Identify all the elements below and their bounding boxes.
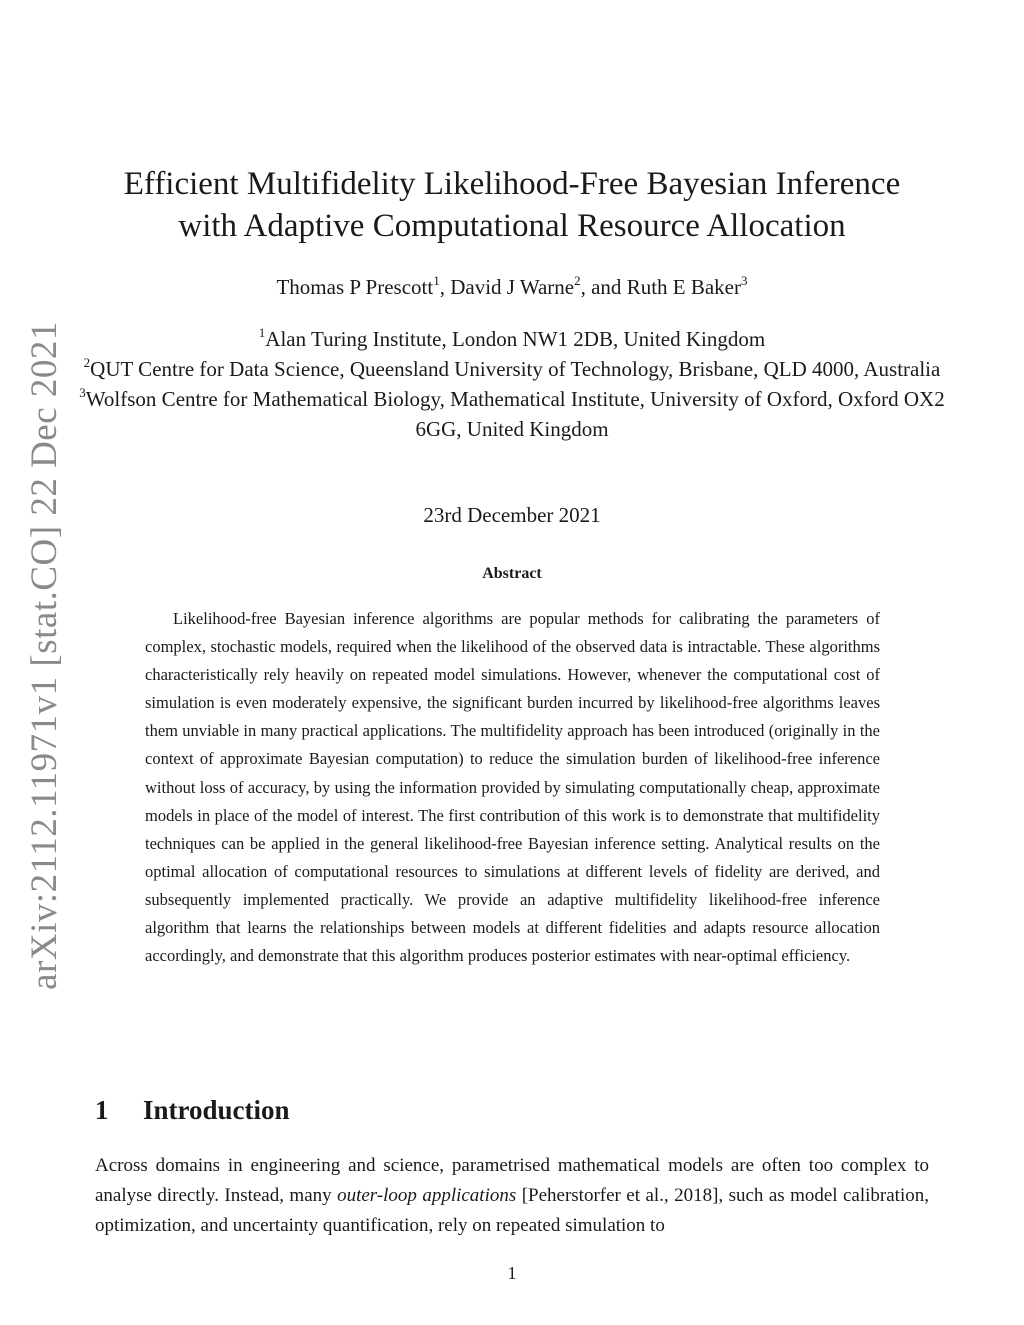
intro-text-end: , such as model calibration, optimization, and uncertainty quantification, rely on repeated simulation to [95, 1184, 929, 1236]
affiliation-mark: 3 [79, 384, 86, 400]
introduction-paragraph [95, 1151, 929, 1240]
affiliation [60, 324, 964, 354]
affiliation-mark: 2 [83, 354, 91, 370]
citation-link[interactable]: [Peherstorfer et al., 2018] [521, 1184, 719, 1206]
affiliation-text: Alan Turing Institute, London NW1 2DB, United Kingdom [265, 327, 766, 351]
author-name: David J Warne [450, 275, 575, 299]
title-line-2: with Adaptive Computational Resource Allocation [178, 208, 846, 244]
affiliation [60, 384, 964, 444]
abstract-heading: Abstract [482, 565, 542, 582]
page-number: 1 [507, 1263, 517, 1283]
author-name: Thomas P Prescott [276, 275, 434, 299]
affiliation-mark: 1 [258, 324, 266, 340]
title-line-1: Efficient Multifidelity Likelihood-Free Bayesian Inference [123, 166, 901, 202]
publication-date: 23rd December 2021 [423, 503, 601, 527]
section-number: 1 [95, 1095, 109, 1125]
arxiv-identifier-text: arXiv:2112.11971v1 [stat.CO] 22 Dec 2021 [23, 320, 65, 990]
intro-text-start: Across domains in engineering and science, parametrised mathematical models are often too complex to analyse directly. Instead, many [95, 1155, 929, 1206]
section-title: Introduction [143, 1095, 290, 1125]
affiliation-list [60, 324, 964, 444]
affiliation [60, 354, 964, 384]
author-affiliation-mark: 1 [433, 272, 440, 288]
section-heading-introduction [95, 1092, 290, 1128]
author-separator: , and [580, 275, 627, 299]
intro-emphasis: outer-loop applications [337, 1184, 517, 1206]
author-separator: , [439, 275, 451, 299]
author-affiliation-mark: 2 [574, 272, 581, 288]
affiliation-text: Wolfson Centre for Mathematical Biology, Mathematical Institute, University of Oxford, Oxford OX2 6GG, United Kingdom [85, 387, 945, 441]
paper-title [60, 163, 964, 247]
affiliation-text: QUT Centre for Data Science, Queensland University of Technology, Brisbane, QLD 4000, Australia [90, 357, 941, 381]
author-name: Ruth E Baker [626, 275, 741, 299]
author-list [60, 272, 964, 302]
abstract-text: Likelihood-free Bayesian inference algorithms are popular methods for calibrating the parameters of complex, stochastic models, required when the likelihood of the observed data is intractable. These algorithms characteristically rely heavily on repeated model simulations. However, whenever the computational cost of simulation is even moderately expensive, the significant burden incurred by likelihood-free algorithms leaves them unviable in many practical applications. The multifidelity approach has been introduced (originally in the context of approximate Bayesian computation) to reduce the simulation burden of likelihood-free inference without loss of accuracy, by using the information provided by simulating computationally cheap, approximate models in place of the model of interest. The first contribution of this work is to demonstrate that multifidelity techniques can be applied in the general likelihood-free Bayesian inference setting. Analytical results on the optimal allocation of computational resources to simulations at different levels of fidelity are derived, and subsequently implemented practically. We provide an adaptive multifidelity likelihood-free inference algorithm that learns the relationships between models at different fidelities and adapts resource allocation accordingly, and demonstrate that this algorithm produces posterior estimates with near-optimal efficiency. [145, 609, 880, 966]
author-affiliation-mark: 3 [741, 272, 748, 288]
